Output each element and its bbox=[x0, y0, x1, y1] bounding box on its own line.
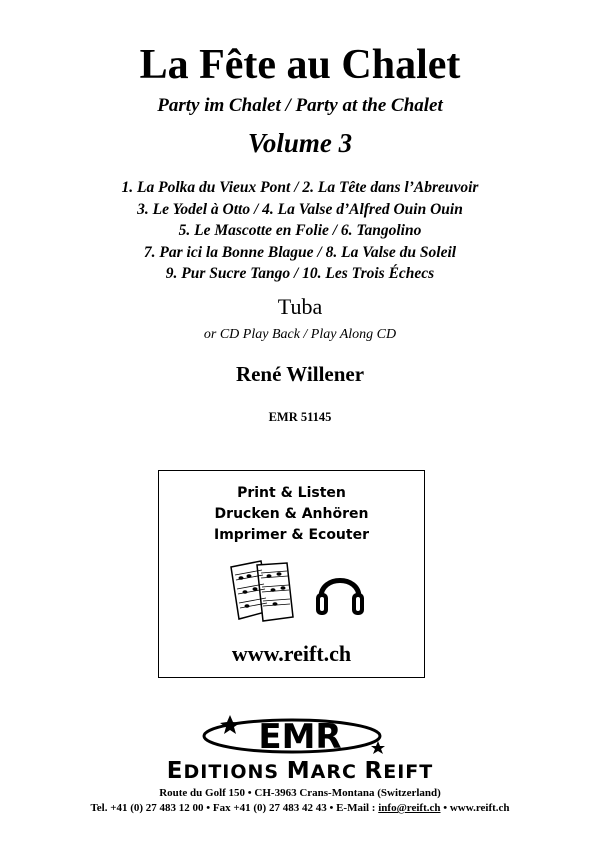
edition-number: EMR 51145 bbox=[268, 410, 332, 424]
track-line: 9. Pur Sucre Tango / 10. Les Trois Échecs bbox=[165, 265, 435, 282]
publisher-name: EDITIONS MARC REIFT bbox=[166, 758, 434, 784]
instrument-note: or CD Play Back / Play Along CD bbox=[203, 327, 397, 342]
track-line: 7. Par ici la Bonne Blague / 8. La Valse du Soleil bbox=[143, 243, 457, 261]
emr-logo-icon bbox=[200, 713, 400, 759]
track-line: 1. La Polka du Vieux Pont / 2. La Tête dans l’Abreuvoir bbox=[121, 179, 479, 196]
box-line: Print & Listen bbox=[237, 485, 346, 501]
publisher-address: Route du Golf 150 • CH-3963 Crans-Montana (Switzerland) bbox=[159, 787, 441, 799]
track-line: 5. Le Mascotte en Folie / 6. Tangolino bbox=[178, 222, 422, 239]
composer-name: René Willener bbox=[235, 362, 365, 386]
box-line: Imprimer & Ecouter bbox=[213, 527, 369, 543]
box-text bbox=[159, 483, 424, 546]
track-line: 3. Le Yodel à Otto / 4. La Valse d’Alfred Ouin Ouin bbox=[137, 200, 463, 218]
track-list bbox=[0, 177, 600, 285]
subtitle: Party im Chalet / Party at the Chalet bbox=[157, 95, 443, 116]
print-listen-box bbox=[158, 470, 425, 678]
headphones-icon bbox=[315, 563, 365, 619]
publisher-contact: Tel. +41 (0) 27 483 12 00 • Fax +41 (0) 27 483 42 43 • E-Mail : info@reift.ch • www.reift.ch bbox=[90, 802, 510, 814]
sheet-music-icon bbox=[227, 559, 299, 627]
email-link[interactable]: info@reift.ch bbox=[378, 802, 441, 814]
volume-label: Volume 3 bbox=[247, 128, 353, 158]
svg-text:EMR: EMR bbox=[258, 717, 342, 757]
box-line: Drucken & Anhören bbox=[214, 506, 369, 522]
instrument: Tuba bbox=[277, 294, 323, 319]
page-title: La Fête au Chalet bbox=[139, 42, 461, 88]
box-website: www.reift.ch bbox=[231, 641, 352, 666]
